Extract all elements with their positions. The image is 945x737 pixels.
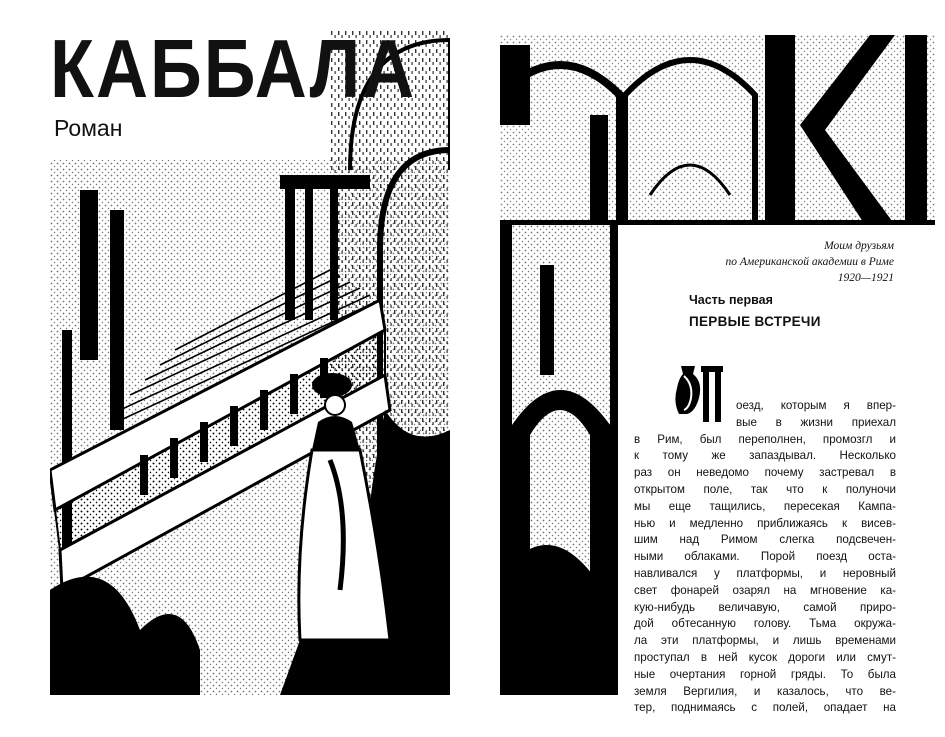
right-page <box>470 0 945 737</box>
text-line: раз он неведомо почему застревал в <box>634 466 896 480</box>
text-line: ла эти платформы, и лишь временами <box>634 634 896 648</box>
left-page <box>0 0 470 737</box>
text-line: нью и медленно приближаясь к висев- <box>634 516 896 530</box>
dropcap-letter: П <box>712 401 714 403</box>
text-line: проступал в ней кусок дороги или смут- <box>634 650 896 664</box>
dedication-line: по Американской академии в Риме <box>725 256 894 268</box>
dedication-line: 1920—1921 <box>837 272 894 284</box>
text-line: мы еще тащились, пересекая Кампа- <box>634 499 896 513</box>
text-line: открытом поле, так что к полуночи <box>634 482 896 496</box>
dedication <box>690 238 894 286</box>
part-label: Часть первая <box>689 293 773 307</box>
text-line: оезд, которым я впер- <box>736 399 896 412</box>
book-subtitle: Роман <box>54 115 123 141</box>
arches-illustration <box>500 35 935 225</box>
dedication-line: Моим друзьям <box>824 240 894 252</box>
text-line: вые в жизни приехал <box>736 415 896 429</box>
archway-side-illustration <box>500 225 618 695</box>
body-text <box>634 398 896 717</box>
text-line: земля Вергилия, и казалось, что ве- <box>634 684 896 698</box>
text-line: дой обтесанную голову. Тьма окружа- <box>634 617 896 631</box>
text-line: свет фонарей озарял на мгновение ка- <box>634 583 896 597</box>
text-line: ными облаками. Порой поезд оста- <box>634 550 896 564</box>
book-title: КАББАЛА <box>50 23 417 116</box>
text-line: к тому же запаздывал. Несколько <box>634 449 896 463</box>
chapter-title: ПЕРВЫЕ ВСТРЕЧИ <box>689 314 821 329</box>
text-line: кую-нибудь величавую, самой приро- <box>634 600 896 614</box>
text-line: шим над Римом слегка подсвечен- <box>634 533 896 547</box>
text-line: в Рим, был переполнен, промозгл и <box>634 432 896 446</box>
text-line: навливался у платформы, и неровный <box>634 566 896 580</box>
text-line: ные очертания горной гряды. То была <box>634 667 896 681</box>
text-line: тер, поднимаясь с полей, опадает на <box>634 701 896 715</box>
